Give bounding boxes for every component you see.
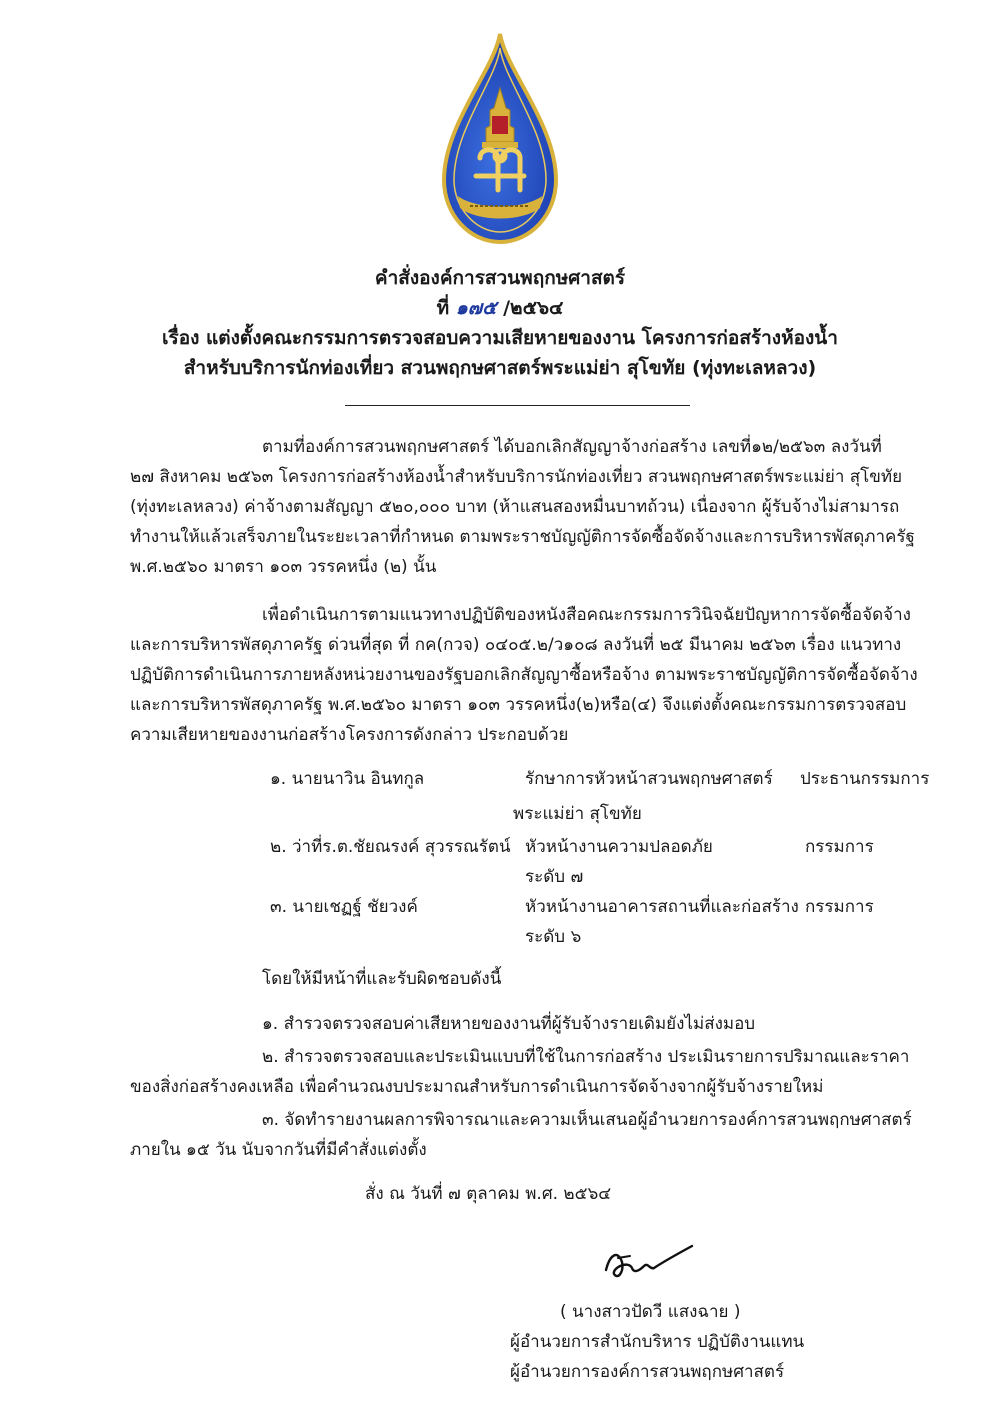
- member-position: หัวหน้างานอาคารสถานที่และก่อสร้าง: [525, 897, 799, 917]
- member-role: ประธานกรรมการ: [800, 769, 930, 789]
- signature: [600, 1240, 700, 1286]
- paragraph-line: ปฏิบัติการดำเนินการภายหลังหน่วยงานของรัฐบอกเลิกสัญญาซื้อหรือจ้าง ตามพระราชบัญญัติการจัดซื้อจัดจ้าง: [130, 665, 918, 685]
- paragraph-line: และการบริหารพัสดุภาครัฐ พ.ศ.๒๕๖๐ มาตรา ๑๐๓ วรรคหนึ่ง(๒)หรือ(๔) จึงแต่งตั้งคณะกรรมการตรวจสอบ: [130, 695, 907, 715]
- duty-item: ๑. สำรวจตรวจสอบค่าเสียหายของงานที่ผู้รับจ้างรายเดิมยังไม่ส่งมอบ: [262, 1014, 756, 1034]
- member-name: ๒. ว่าที่ร.ต.ชัยณรงค์ สุวรรณรัตน์: [270, 837, 511, 857]
- organization-logo: [436, 30, 564, 246]
- paragraph-line: พ.ศ.๒๕๖๐ มาตรา ๑๐๓ วรรคหนึ่ง (๒) นั้น: [130, 557, 437, 577]
- member-name: ๑. นายนาวิน อินทกูล: [270, 769, 425, 789]
- paragraph-line: ความเสียหายของงานก่อสร้างโครงการดังกล่าว ประกอบด้วย: [130, 725, 569, 745]
- issued-date: สั่ง ณ วันที่ ๗ ตุลาคม พ.ศ. ๒๕๖๔: [365, 1184, 612, 1204]
- member-name: ๓. นายเชฏฐ์ ชัยวงค์: [270, 897, 418, 917]
- divider: [345, 405, 690, 406]
- member-position: ระดับ ๗: [525, 867, 584, 887]
- paragraph-line: ๒๗ สิงหาคม ๒๕๖๓ โครงการก่อสร้างห้องน้ำสำหรับบริการนักท่องเที่ยว สวนพฤกษศาสตร์พระแม่ย่า สุโขทัย: [130, 467, 903, 487]
- duty-item: ๓. จัดทำรายงานผลการพิจารณาและความเห็นเสนอผู้อำนวยการองค์การสวนพฤกษศาสตร์: [262, 1110, 912, 1130]
- order-number-prefix: ที่: [436, 297, 450, 319]
- paragraph-line: (ทุ่งทะเลหลวง) ค่าจ้างตามสัญญา ๕๒๐,๐๐๐ บาท (ห้าแสนสองหมื่นบาทถ้วน) เนื่องจาก ผู้รับจ้างไม่สามารถ: [130, 497, 900, 517]
- order-heading: คำสั่งองค์การสวนพฤกษศาสตร์: [374, 267, 626, 289]
- duty-item-continued: ภายใน ๑๕ วัน นับจากวันที่มีคำสั่งแต่งตั้ง: [130, 1140, 427, 1160]
- subject-line-1: เรื่อง แต่งตั้งคณะกรรมการตรวจสอบความเสียหายของงาน โครงการก่อสร้างห้องน้ำ: [162, 327, 838, 349]
- member-role: กรรมการ: [805, 837, 874, 857]
- signer-title: ผู้อำนวยการองค์การสวนพฤกษศาสตร์: [510, 1362, 785, 1382]
- order-number: [0, 293, 1000, 323]
- duties-intro: โดยให้มีหน้าที่และรับผิดชอบดังนี้: [262, 969, 502, 989]
- paragraph-line: และการบริหารพัสดุภาครัฐ ด่วนที่สุด ที่ กค(กวจ) ๐๔๐๕.๒/ว๑๐๘ ลงวันที่ ๒๕ มีนาคม ๒๕๖๓ เรื่อง แนวทาง: [130, 635, 902, 655]
- member-position: รักษาการหัวหน้าสวนพฤกษศาสตร์: [525, 769, 773, 789]
- paragraph-line: ตามที่องค์การสวนพฤกษศาสตร์ ได้บอกเลิกสัญญาจ้างก่อสร้าง เลขที่๑๒/๒๕๖๓ ลงวันที่: [262, 437, 882, 457]
- member-position: พระแม่ย่า สุโขทัย: [513, 804, 642, 824]
- subject-line-2: สำหรับบริการนักท่องเที่ยว สวนพฤกษศาสตร์พระแม่ย่า สุโขทัย (ทุ่งทะเลหลวง): [183, 357, 817, 379]
- duty-item-continued: ของสิ่งก่อสร้างคงเหลือ เพื่อคำนวณงบประมาณสำหรับการดำเนินการจัดจ้างจากผู้รับจ้างรายใหม่: [130, 1077, 824, 1097]
- duty-item: ๒. สำรวจตรวจสอบและประเมินแบบที่ใช้ในการก่อสร้าง ประเมินรายการปริมาณและราคา: [262, 1047, 910, 1067]
- paragraph-purpose: [130, 600, 925, 750]
- paragraph-line: ทำงานให้แล้วเสร็จภายในระยะเวลาที่กำหนด ตามพระราชบัญญัติการจัดซื้อจัดจ้างและการบริหารพัสดุภาครัฐ: [130, 527, 915, 547]
- signer-name: ( นางสาวปัดวี แสงฉาย ): [560, 1302, 741, 1322]
- member-role: กรรมการ: [805, 897, 874, 917]
- order-number-suffix: /๒๕๖๔: [503, 297, 564, 319]
- signer-title: ผู้อำนวยการสำนักบริหาร ปฏิบัติงานแทน: [510, 1332, 805, 1352]
- order-number-handwritten: ๑๗๕: [455, 297, 497, 319]
- member-position: หัวหน้างานความปลอดภัย: [525, 837, 713, 857]
- member-position: ระดับ ๖: [525, 927, 582, 947]
- paragraph-line: เพื่อดำเนินการตามแนวทางปฏิบัติของหนังสือคณะกรรมการวินิจฉัยปัญหาการจัดซื้อจัดจ้าง: [262, 605, 911, 625]
- paragraph-background: [130, 432, 925, 582]
